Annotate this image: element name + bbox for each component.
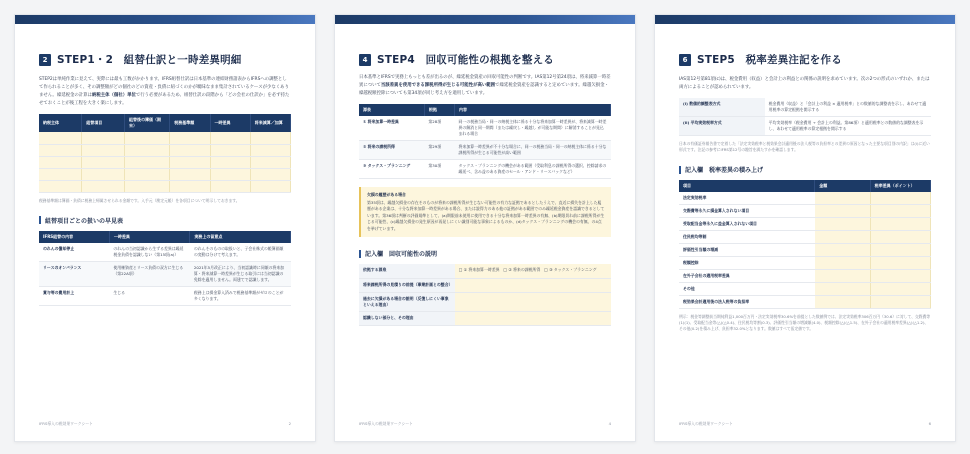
table-row[interactable] xyxy=(39,156,291,168)
recoverability-form xyxy=(359,264,611,326)
table-header: 項目 xyxy=(679,180,815,192)
table-header: IFRS組替の内容 xyxy=(39,231,109,243)
form-row: 過去に欠損がある場合の説明（反復しにくい事象といえる理由） xyxy=(359,292,611,311)
table-row: 住民税均等割 xyxy=(679,231,931,244)
text-field[interactable] xyxy=(455,278,611,292)
table-row: その他 xyxy=(679,283,931,296)
page-step-5 xyxy=(654,14,956,442)
page-top-bar xyxy=(15,15,315,24)
subsection-heading: 記入欄 税率差異の積み上げ xyxy=(679,165,931,174)
table-header: 組替後の簿価（期末） xyxy=(125,114,170,132)
table-header: 内容 xyxy=(455,104,611,116)
source-checkbox-field[interactable]: □ ① 将来加算一時差異 □ ② 将来の課税所得 □ ③ タックス・プランニング xyxy=(455,264,611,278)
step-heading xyxy=(679,52,931,67)
page-number: 4 xyxy=(608,421,611,426)
step-heading xyxy=(359,52,611,67)
table-row: 法定実効税率 xyxy=(679,192,931,205)
page-footer: IFRS導入の税効果ワークシート 6 xyxy=(679,421,931,426)
intro-paragraph: 日本基準とIFRSで実務上もっとも差が出るのが、繰延税金資産の回収可能性の判断です。IAS第12号第24項は、将来減算一時差異について当該差異を使用できる課税所得が生じる可能性が高い範囲で繰延税金資産を認識すると定めています。繰越欠損金・繰越税額控除についても第34項が同じ考え方を適用しています。 xyxy=(359,75,611,96)
form-row: 将来課税所得の見積りの前提（事業計画との整合） xyxy=(359,278,611,292)
table-row[interactable] xyxy=(39,168,291,180)
table-row: のれんの償却停止 のれんの当初認識から生ずる差異は繰延税金負債を認識しない（第15項(a)） のれんそのものの取扱いと、子会社株式の帳簿価額の変動は分けて考えます。 xyxy=(39,243,291,262)
subsection-heading: 組替項目ごとの扱いの早見表 xyxy=(39,216,291,225)
table-row: 税額控除 xyxy=(679,257,931,270)
step-number: 4 xyxy=(359,54,371,66)
subsection-heading: 記入欄 回収可能性の説明 xyxy=(359,249,611,258)
method-note: 日本の有価証券報告書で定着した「法定実効税率と税効果会計適用後の法人税等の負担率との差異の原因となった主要な項目別の内訳」は(i)に近い形式です。注記の参考にIFRS第12号の趣旨を満たすかを確認します。 xyxy=(679,141,930,152)
page-number: 6 xyxy=(928,421,931,426)
table-row[interactable] xyxy=(39,132,291,144)
table-row: (i) 数値的調整表方式 税金費用（収益）と「会計上の利益 × 適用税率」との数値的な調整表を示し、あわせて適用税率の算定根拠を開示する xyxy=(679,98,931,117)
text-field[interactable] xyxy=(455,292,611,311)
loss-history-callout xyxy=(359,187,611,237)
table-header: 納税主体 xyxy=(39,114,82,132)
table-row: 税効果会計適用後の法人税等の負担率 xyxy=(679,296,931,309)
page-top-bar xyxy=(655,15,955,24)
callout-title: 欠損の履歴がある場合 xyxy=(367,192,406,197)
quick-reference-table xyxy=(39,231,291,306)
step-title: STEP5 税率差異注記を作る xyxy=(697,54,842,66)
step-number: 2 xyxy=(39,54,51,66)
table-row: 交際費等永久に損金算入されない項目 xyxy=(679,205,931,218)
table-note: 税務基準額は簿価・負債に税務上帰属させられる金額です。入手元（勘定元帳）を各項目について明示しておきます。 xyxy=(39,197,240,203)
text-field[interactable] xyxy=(455,311,611,325)
callout-text: 第35項は、繰越欠損金の存在そのものが将来の課税所得が生じない可能性の有力な証拠であるとしたうえで、直近に損失を計上した履歴がある企業は、十分な将来加算一時差異がある場合、または説得力のある他の証拠がある範囲でのみ繰延税金資産を認識できるとしています。第36項は判断の評価規準として、(a)期限前未使用に使用できる十分な将来加算一時差異の有無、(b)期限切れ前に課税所得が生じる可能性、(c)繰越欠損金の発生原因が再発しにくい識別可能な事象によるものか、(d)タックス・プランニングの機会の有無、の4点を挙げています。 xyxy=(367,199,605,231)
table-row: ① 将来加算一時差異 第28項 同一の税務当局・同一の納税主体に係る十分な将来加算一時差異が、将来減算一時差異の解消と同一期間（または繰戻し・繰越し が可能な期間）に解消することが見込まれる場合 xyxy=(359,116,611,141)
table-header: 根拠 xyxy=(424,104,454,116)
table-row: 賞与等の費用計上 生じる 税務上は損金算入済みで税務基準額がゼロのことが多くなります。 xyxy=(39,286,291,305)
recoverability-source-table xyxy=(359,104,611,179)
form-row: 認識しない部分と、その理由 xyxy=(359,311,611,325)
table-row: リースのオンバランス 使用権資産とリース負債の双方に生じる（第22A項） 2021年5月改正により、当初認識時に同額の将来加算・将来減算一時差異が生じる取引には当初認識の免除を適用しません。両建てで認識します。 xyxy=(39,261,291,286)
table-row: 在外子会社の適用税率差異 xyxy=(679,270,931,283)
reclass-table xyxy=(39,114,291,193)
page-top-bar xyxy=(335,15,635,24)
rate-reconciliation-table xyxy=(679,180,931,309)
table-header: 税務基準額 xyxy=(170,114,210,132)
table-row: ② 将来の課税所得 第29項 将来加算一時差異が不十分な場合に、同一の税務当局・同一の納税主体に係る十分な課税所得が生じる可能性が高い範囲 xyxy=(359,141,611,160)
step-number: 6 xyxy=(679,54,691,66)
table-header: 金額 xyxy=(815,180,870,192)
table-row: 受取配当金等永久に益金算入されない項目 xyxy=(679,218,931,231)
step-heading xyxy=(39,52,291,67)
example-note: 例示：税金等調整前当期純利益1,000百万円・法定実効税率30.6%を前提とした数値例では、法定実効税率306百万円（30.6）に対して、交際費等(1)(1)、受取配当金等(△)(△0.4)、住民税均等割(0.3)、評価性引当額の増減額(4.0)、税額控除(△)(△1.5)、在外子会社の適用税率差異(△)(△1.2)、その他(0.2)を積み上げ、負担率32.0%となります。数値はすべて仮定値です。 xyxy=(679,314,931,331)
step-title: STEP1・2 組替仕訳と一時差異明細 xyxy=(57,54,242,66)
page-step-4 xyxy=(334,14,636,442)
table-header: 税率差異（ポイント） xyxy=(870,180,930,192)
table-row[interactable] xyxy=(39,180,291,192)
table-row[interactable] xyxy=(39,144,291,156)
table-header: 将来減算／加算 xyxy=(250,114,290,132)
page-footer: IFRS導入の税効果ワークシート 2 xyxy=(39,421,291,426)
page-step-1-2 xyxy=(14,14,316,442)
step-title: STEP4 回収可能性の根拠を整える xyxy=(377,54,554,66)
table-header: 組替項目 xyxy=(82,114,125,132)
form-row: 依拠する源泉 □ ① 将来加算一時差異 □ ② 将来の課税所得 □ ③ タックス・プランニング xyxy=(359,264,611,278)
page-footer: IFRS導入の税効果ワークシート 4 xyxy=(359,421,611,426)
table-header: 一時差異 xyxy=(210,114,250,132)
table-header: 実務上の留意点 xyxy=(190,231,291,243)
table-header: 一時差異 xyxy=(109,231,189,243)
disclosure-method-table xyxy=(679,98,931,136)
intro-paragraph: IAS第12号第81項(c)は、税金費用（収益）と会計上の利益との関係の説明を求めています。次の2つの形式のいずれか、または両方によることが認められています。 xyxy=(679,77,930,90)
page-number: 2 xyxy=(288,421,291,426)
table-row: 評価性引当額の増減 xyxy=(679,244,931,257)
table-header: 源泉 xyxy=(359,104,424,116)
table-row: (ii) 平均実効税率方式 平均実効税率（税金費用 ÷ 会計上の利益。第86項）と適用税率との数値的な調整表を示し、あわせて適用税率の算定根拠を開示する xyxy=(679,117,931,136)
table-row: ③ タックス・プランニング 第30項 タックス・プランニングの機会がある範囲（受取利息の課税所得の選択、控除請求の繰延べ、含み益のある資産のセール・アンド・リースバックなど） xyxy=(359,160,611,179)
intro-paragraph: STEP2は単純作業に見えて、実際には最も工数がかかります。IFRS組替仕訳は日本基準の連結財務諸表からIFRSへの調整として作られることが多く、その調整額がどの個社のどの資産・負債に紐づくのかが曖昧なまま集計されているケースが少なくありません。繰延税金の計算は納税主体（個社）単位で行う必要があるため、組替仕訳の段階から「どの会社の仕訳か」を必ず持たせておくことが後工程を大きく楽にします。 xyxy=(39,77,290,106)
